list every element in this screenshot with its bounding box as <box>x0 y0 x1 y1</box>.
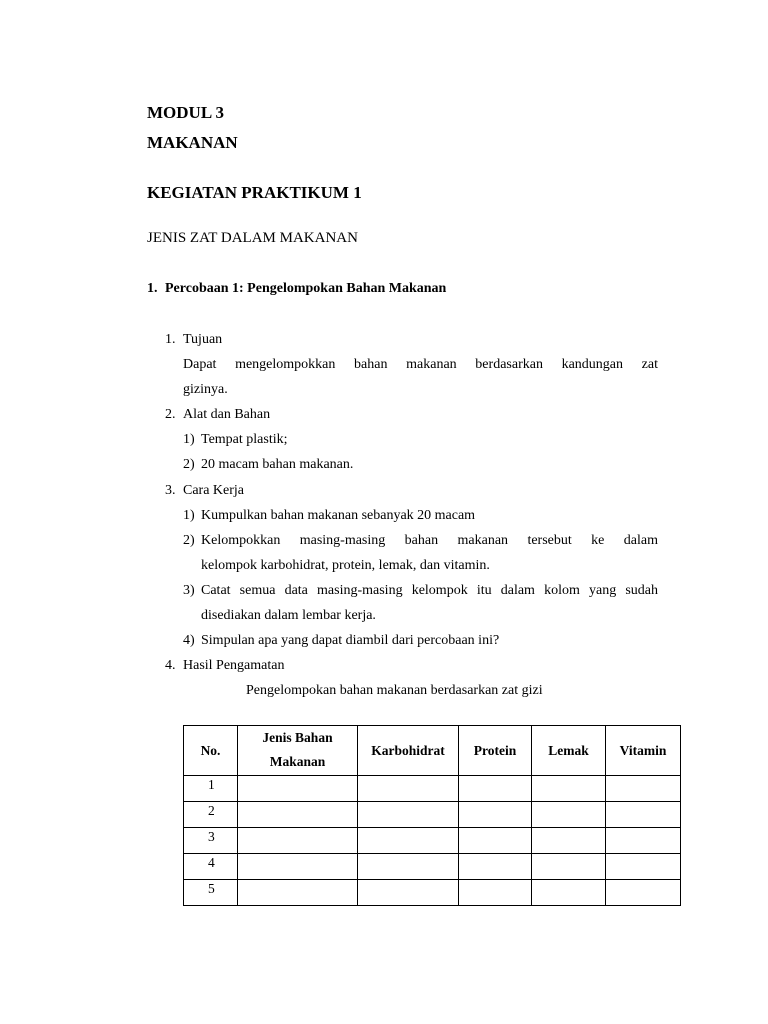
table-cell <box>238 880 358 906</box>
cara-item-number: 1) <box>183 508 195 523</box>
table-cell <box>459 776 532 802</box>
header-vitamin: Vitamin <box>606 726 681 776</box>
table-cell <box>532 776 606 802</box>
alat-item-text: Tempat plastik; <box>201 432 288 447</box>
table-cell <box>606 880 681 906</box>
cara-item-text: disediakan dalam lembar kerja. <box>201 608 376 623</box>
table-cell <box>532 802 606 828</box>
cara-item-number: 4) <box>183 633 195 648</box>
table-cell <box>358 776 459 802</box>
table-row <box>184 828 681 854</box>
table-cell <box>532 828 606 854</box>
table-cell <box>238 802 358 828</box>
experiment-title: Percobaan 1: Pengelompokan Bahan Makanan <box>165 281 447 296</box>
module-title: MODUL 3 <box>147 103 224 122</box>
table-cell <box>606 776 681 802</box>
alat-item-number: 2) <box>183 457 195 472</box>
hasil-number: 4. <box>165 658 176 673</box>
activity-title: KEGIATAN PRAKTIKUM 1 <box>147 183 362 202</box>
alat-item-number: 1) <box>183 432 195 447</box>
row-number: 2 <box>184 802 238 828</box>
header-jenis-bahan-makanan <box>238 726 358 776</box>
cara-label: Cara Kerja <box>183 483 245 498</box>
table-row <box>184 776 681 802</box>
cara-number: 3. <box>165 483 176 498</box>
table-cell <box>238 854 358 880</box>
table-row <box>184 854 681 880</box>
header-makanan-line: Makanan <box>269 754 326 769</box>
row-number: 1 <box>184 776 238 802</box>
table-cell <box>238 828 358 854</box>
table-row <box>184 880 681 906</box>
table-header-row <box>184 726 681 776</box>
alat-number: 2. <box>165 407 176 422</box>
header-karbohidrat: Karbohidrat <box>358 726 459 776</box>
table-cell <box>532 854 606 880</box>
table-cell <box>606 802 681 828</box>
alat-item-text: 20 macam bahan makanan. <box>201 457 354 472</box>
header-jenis-bahan-line: Jenis Bahan <box>262 730 333 745</box>
experiment-number: 1. <box>147 281 158 296</box>
table-cell <box>606 854 681 880</box>
cara-item-number: 3) <box>183 583 195 598</box>
module-topic: MAKANAN <box>147 133 238 152</box>
cara-item-text: Simpulan apa yang dapat diambil dari percobaan ini? <box>201 633 500 648</box>
tujuan-label: Tujuan <box>183 332 223 347</box>
table-cell <box>459 880 532 906</box>
cara-item-text: Catat semua data masing-masing kelompok itu dalam kolom yang sudah <box>201 583 658 598</box>
table-cell <box>358 854 459 880</box>
table-cell <box>358 802 459 828</box>
tujuan-number: 1. <box>165 332 176 347</box>
row-number: 4 <box>184 854 238 880</box>
tujuan-text-line: Dapat mengelompokkan bahan makanan berdasarkan kandungan zat <box>183 357 658 372</box>
row-number: 5 <box>184 880 238 906</box>
section-subtitle: JENIS ZAT DALAM MAKANAN <box>147 230 358 246</box>
observation-table <box>183 725 681 906</box>
hasil-label: Hasil Pengamatan <box>183 658 285 673</box>
table-cell <box>358 828 459 854</box>
alat-label: Alat dan Bahan <box>183 407 271 422</box>
table-cell <box>532 880 606 906</box>
cara-item-text: kelompok karbohidrat, protein, lemak, dan vitamin. <box>201 558 490 573</box>
table-caption: Pengelompokan bahan makanan berdasarkan zat gizi <box>246 683 543 698</box>
cara-item-text: Kumpulkan bahan makanan sebanyak 20 macam <box>201 508 476 523</box>
header-lemak: Lemak <box>532 726 606 776</box>
cara-item-number: 2) <box>183 533 195 548</box>
table-cell <box>358 880 459 906</box>
table-cell <box>238 776 358 802</box>
tujuan-text-line: gizinya. <box>183 382 228 397</box>
table-cell <box>459 802 532 828</box>
row-number: 3 <box>184 828 238 854</box>
cara-item-text: Kelompokkan masing-masing bahan makanan tersebut ke dalam <box>201 533 658 548</box>
header-protein: Protein <box>459 726 532 776</box>
table-cell <box>459 854 532 880</box>
table-row <box>184 802 681 828</box>
table-cell <box>459 828 532 854</box>
table-cell <box>606 828 681 854</box>
header-no: No. <box>184 726 238 776</box>
